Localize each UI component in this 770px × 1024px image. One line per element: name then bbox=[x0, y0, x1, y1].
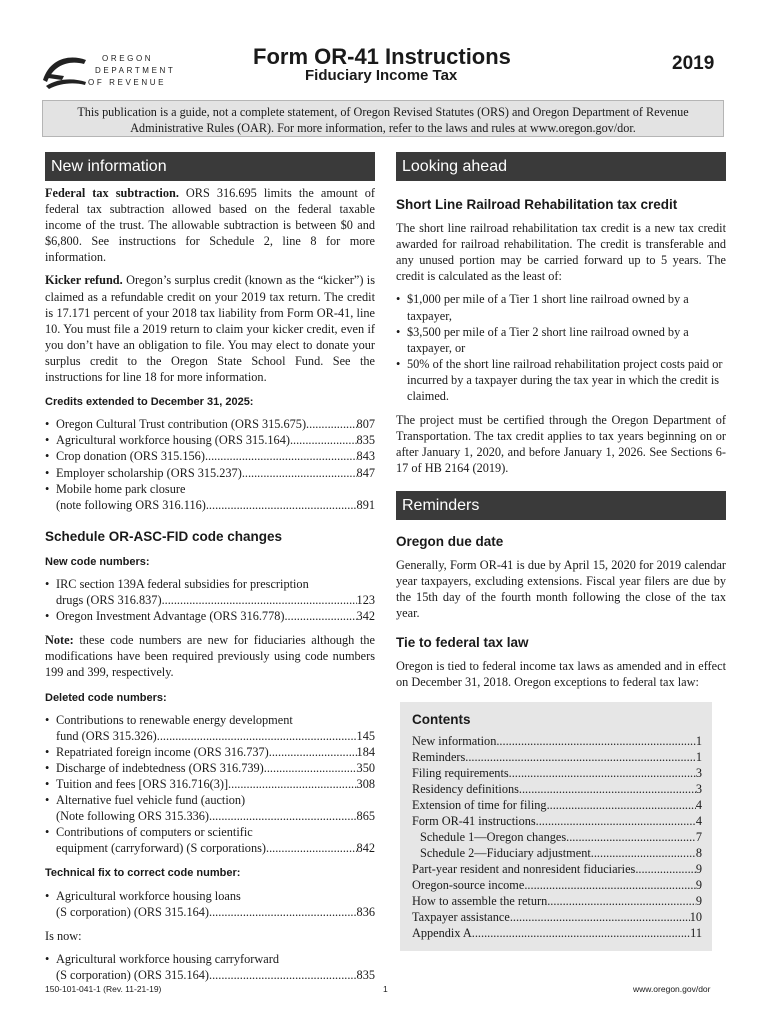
contents-item[interactable] bbox=[412, 909, 702, 925]
contents-item-page: 9 bbox=[695, 878, 702, 893]
code-label: • Tuition and fees [ORS 316.716(3)] bbox=[56, 777, 229, 791]
section-heading-new-information: New information bbox=[45, 152, 375, 181]
asc-code-changes-heading: Schedule OR-ASC-FID code changes bbox=[45, 528, 283, 544]
code-number: 184 bbox=[356, 744, 375, 759]
contents-item[interactable] bbox=[412, 893, 702, 909]
contents-box bbox=[400, 702, 712, 951]
contents-item-label: Extension of time for filing bbox=[412, 798, 547, 813]
oregon-due-date-heading: Oregon due date bbox=[396, 533, 504, 549]
code-label: • IRC section 139A federal subsidies for prescription bbox=[56, 576, 309, 591]
note-paragraph bbox=[45, 632, 375, 680]
kicker-refund-text: Oregon’s surplus credit (known as the “kicker”) is claimed as a refundable credit on your 2019 tax return. The credit is 17.171 percent of your 2018 tax liability from Form OR-41, line 10. You must file a 2019 return to claim your kicker credit, even if you don’t have an obligation to file. You may elect to donate your surplus credit to the Oregon State School Fund. See the instructions for line 18 for more information. bbox=[45, 273, 375, 385]
code-label: • Discharge of indebtedness (ORS 316.739) bbox=[56, 760, 264, 775]
list-item bbox=[45, 951, 375, 983]
contents-title: Contents bbox=[412, 712, 471, 728]
new-code-list bbox=[45, 576, 375, 624]
code-number: 350 bbox=[356, 760, 375, 775]
tie-federal-law-heading: Tie to federal tax law bbox=[396, 634, 529, 650]
list-item bbox=[45, 888, 375, 920]
code-label-cont: fund (ORS 315.326) bbox=[56, 728, 157, 743]
oregon-dor-logo-icon bbox=[40, 52, 90, 92]
code-label-cont: (S corporation) (ORS 315.164) bbox=[56, 904, 210, 919]
code-number: 835 bbox=[356, 967, 375, 982]
federal-tax-subtraction-label: Federal tax subtraction. bbox=[45, 186, 179, 200]
section-heading-reminders: Reminders bbox=[396, 491, 726, 520]
contents-item-page: 4 bbox=[695, 798, 702, 813]
code-label-cont: drugs (ORS 316.837) bbox=[56, 593, 162, 608]
contents-item[interactable] bbox=[412, 733, 702, 749]
credit-label: • Agricultural workforce housing (ORS 315.164) bbox=[56, 433, 290, 448]
page-number: 1 bbox=[383, 984, 388, 994]
list-item bbox=[45, 465, 375, 481]
technical-fix-heading: Technical fix to correct code number: bbox=[45, 867, 241, 880]
logo-text-of-revenue: OF REVENUE bbox=[88, 78, 167, 87]
contents-item[interactable] bbox=[412, 797, 702, 813]
code-label: • Agricultural workforce housing carryforward bbox=[56, 951, 279, 966]
form-revision-code: 150-101-041-1 (Rev. 11-21-19) bbox=[45, 984, 162, 994]
contents-item[interactable] bbox=[412, 861, 702, 877]
list-item bbox=[45, 712, 375, 744]
code-number: 145 bbox=[356, 728, 375, 743]
list-item bbox=[45, 576, 375, 608]
credit-code: 843 bbox=[356, 449, 375, 464]
credit-label: • Employer scholarship (ORS 315.237) bbox=[56, 465, 242, 480]
code-label: • Alternative fuel vehicle fund (auction) bbox=[56, 793, 246, 808]
list-item bbox=[45, 760, 375, 776]
contents-item-label: Form OR-41 instructions bbox=[412, 814, 536, 829]
list-item bbox=[45, 744, 375, 760]
tax-year: 2019 bbox=[672, 53, 715, 74]
credit-code: 847 bbox=[356, 465, 375, 480]
left-column bbox=[45, 152, 375, 991]
list-item bbox=[45, 481, 375, 513]
code-number: 842 bbox=[356, 841, 375, 856]
kicker-refund-paragraph bbox=[45, 272, 375, 385]
contents-item-page: 3 bbox=[695, 782, 702, 797]
deleted-code-numbers-heading: Deleted code numbers: bbox=[45, 691, 167, 704]
is-now-list bbox=[45, 951, 375, 983]
contents-item[interactable] bbox=[412, 765, 702, 781]
contents-item-page: 9 bbox=[695, 862, 702, 877]
credits-extended-list bbox=[45, 416, 375, 513]
footer-website-link[interactable]: www.oregon.gov/dor bbox=[633, 984, 711, 994]
code-label-cont: (Note following ORS 315.336) bbox=[56, 809, 210, 824]
deleted-code-list bbox=[45, 712, 375, 857]
code-label: • Agricultural workforce housing loans bbox=[56, 888, 241, 903]
contents-item[interactable] bbox=[412, 877, 702, 893]
contents-item-page: 9 bbox=[695, 894, 702, 909]
right-column bbox=[396, 152, 726, 951]
contents-item-label: Appendix A bbox=[412, 926, 472, 941]
code-number: 836 bbox=[356, 904, 375, 919]
contents-item-page: 7 bbox=[695, 830, 702, 845]
contents-item-label: Schedule 2—Fiduciary adjustment bbox=[420, 846, 591, 861]
contents-item-page: 8 bbox=[695, 846, 702, 861]
credit-label: • Mobile home park closure bbox=[56, 481, 186, 496]
code-number: 308 bbox=[356, 777, 375, 791]
list-item: • 50% of the short line railroad rehabilitation project costs paid or incurred by a taxpayer during the tax year in which the credit is claimed. bbox=[396, 356, 726, 404]
logo-text-department: DEPARTMENT bbox=[95, 66, 176, 75]
railroad-credit-intro: The short line railroad rehabilitation tax credit is a new tax credit awarded for railroad rehabilitation. The credit is transferable and any unused portion may be carried forward up to 5 years. The credit is calculated as the least of: bbox=[396, 221, 726, 284]
contents-item-label: Filing requirements bbox=[412, 766, 509, 781]
code-number: 865 bbox=[356, 809, 375, 824]
page-subtitle: Fiduciary Income Tax bbox=[305, 67, 458, 84]
contents-item[interactable] bbox=[412, 845, 702, 861]
code-label: • Contributions to renewable energy development bbox=[56, 712, 293, 727]
dor-logo bbox=[40, 50, 176, 90]
contents-item-page: 4 bbox=[695, 814, 702, 829]
is-now-label: Is now: bbox=[45, 928, 82, 943]
kicker-refund-label: Kicker refund. bbox=[45, 273, 123, 288]
credit-code: 835 bbox=[356, 433, 375, 448]
contents-item-page: 1 bbox=[695, 750, 702, 765]
contents-item-label: Part-year resident and nonresident fiduciaries bbox=[412, 862, 636, 877]
credit-label: • Oregon Cultural Trust contribution (ORS 315.675) bbox=[56, 417, 307, 432]
credit-label: • Crop donation (ORS 315.156) bbox=[56, 449, 205, 464]
code-label: • Repatriated foreign income (ORS 316.737) bbox=[56, 744, 269, 759]
contents-item-page: 10 bbox=[689, 910, 702, 925]
contents-item-label: How to assemble the return bbox=[412, 894, 548, 909]
list-item bbox=[45, 824, 375, 856]
page-title: Form OR-41 Instructions bbox=[253, 44, 511, 69]
code-number: 342 bbox=[356, 609, 375, 624]
list-item bbox=[45, 792, 375, 824]
list-item: • $1,000 per mile of a Tier 1 short line railroad owned by a taxpayer, bbox=[396, 291, 726, 323]
list-item: • $3,500 per mile of a Tier 2 short line railroad owned by a taxpayer, or bbox=[396, 324, 726, 356]
contents-item-label: New information bbox=[412, 734, 497, 749]
new-code-numbers-heading: New code numbers: bbox=[45, 555, 150, 568]
credit-label-cont: (note following ORS 316.116) bbox=[56, 497, 206, 512]
contents-item[interactable] bbox=[412, 813, 702, 829]
list-item bbox=[45, 776, 375, 792]
list-item bbox=[45, 448, 375, 464]
contents-item-label: Schedule 1—Oregon changes bbox=[420, 830, 567, 845]
contents-item[interactable] bbox=[412, 829, 702, 845]
section-heading-looking-ahead: Looking ahead bbox=[396, 152, 726, 181]
contents-item[interactable] bbox=[412, 749, 702, 765]
credit-code: 891 bbox=[356, 497, 375, 512]
code-number: 123 bbox=[356, 593, 375, 608]
code-label: • Oregon Investment Advantage (ORS 316.778) bbox=[56, 609, 285, 624]
tie-federal-law-paragraph: Oregon is tied to federal income tax laws as amended and in effect on December 31, 2018. Oregon exceptions to federal tax law: bbox=[396, 659, 726, 690]
railroad-credit-list bbox=[396, 291, 726, 404]
code-label-cont: equipment (carryforward) (S corporations) bbox=[56, 841, 266, 856]
railroad-certified-paragraph: The project must be certified through the Oregon Department of Transportation. The tax credit applies to tax years beginning on or after January 1, 2020, and before January 1, 2026. See Sections 6-17 of HB 2164 (2019). bbox=[396, 413, 726, 476]
contents-item-page: 11 bbox=[690, 926, 702, 941]
due-date-paragraph: Generally, Form OR-41 is due by April 15, 2020 for 2019 calendar year taxpayers, excluding extensions. Fiscal year filers are due by the 15th day of the fourth month following the close of the tax year. bbox=[396, 557, 726, 620]
federal-tax-subtraction-text: ORS 316.695 limits the amount of federal tax subtraction allowed based on the federal taxable income of the trust. The allowable subtraction is between $0 and $6,800. See instructions for Schedule 2, line 8 for more information. bbox=[45, 186, 376, 265]
disclaimer-notice: This publication is a guide, not a complete statement, of Oregon Revised Statutes (ORS) and Oregon Department of Revenue Administrative Rules (OAR). For more information, refer to the laws and rules at www.oregon.gov/dor. bbox=[42, 100, 724, 137]
contents-item[interactable] bbox=[412, 781, 702, 797]
list-item bbox=[45, 608, 375, 624]
contents-item-label: Reminders bbox=[412, 750, 466, 765]
logo-text-oregon: OREGON bbox=[102, 54, 154, 63]
note-label: Note: bbox=[45, 633, 74, 648]
credit-code: 807 bbox=[356, 417, 375, 432]
contents-item-label: Residency definitions bbox=[412, 782, 519, 797]
railroad-credit-heading: Short Line Railroad Rehabilitation tax credit bbox=[396, 197, 678, 212]
list-item bbox=[45, 432, 375, 448]
contents-item[interactable] bbox=[412, 925, 702, 941]
credits-extended-heading: Credits extended to December 31, 2025: bbox=[45, 396, 254, 409]
federal-tax-subtraction-paragraph bbox=[45, 185, 375, 265]
code-label: • Contributions of computers or scientific bbox=[56, 825, 253, 840]
technical-fix-list bbox=[45, 888, 375, 920]
contents-item-label: Taxpayer assistance bbox=[412, 910, 510, 925]
note-text: these code numbers are new for fiduciaries although the modifications have been required previously using code numbers 199 and 399, respectively. bbox=[45, 633, 375, 680]
contents-item-page: 1 bbox=[695, 734, 702, 749]
list-item bbox=[45, 416, 375, 432]
contents-item-page: 3 bbox=[695, 766, 702, 781]
code-label-cont: (S corporation) (ORS 315.164) bbox=[56, 967, 210, 982]
contents-item-label: Oregon-source income bbox=[412, 878, 525, 893]
